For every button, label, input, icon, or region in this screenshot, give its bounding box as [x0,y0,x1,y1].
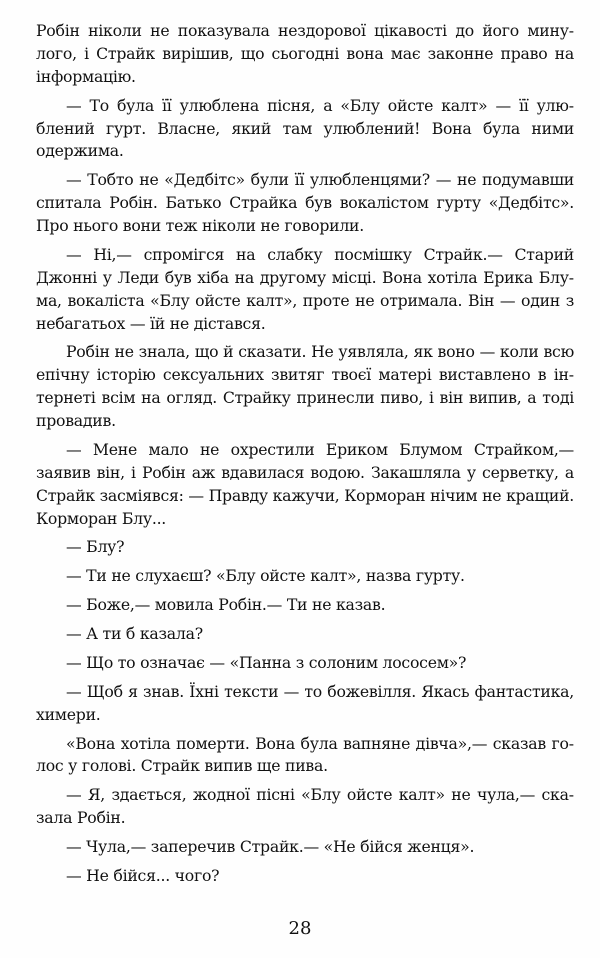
paragraph-16: — Не бійся... чого? [66,865,220,885]
paragraph-15: — Чула,— заперечив Страйк.— «Не бійся женця». [66,837,475,856]
paragraph-12: — Щоб я знав. Їхні тексти — то божевілля. Якась фантастика, химери. [36,681,574,724]
paragraph-6: — Мене мало не охрестили Ериком Блумом Страйком,— заявив він, і Робін аж вдавилася водою. Закашляла у серветку, а Страйк засміявся: — Правду кажучи, Корморан нічим не кращий. Корморан Блу... [36,439,575,528]
paragraph-3: — Тобто не «Дедбітс» були її улюбленцями? — не подумавши спитала Робін. Батько Страйка був вокалістом гурту «Дедбітс». Про нього вони теж ніколи не говорили. [36,170,574,235]
paragraph-2: — То була її улюблена пісня, а «Блу ойсте калт» — її улюблений гурт. Власне, який там улюблений! Вона була ними одержима. [36,95,574,161]
paragraph-9: — Боже,— мовила Робін.— Ти не казав. [66,595,386,615]
paragraph-1: Робін ніколи не показувала нездорової цікавості до його минулого, і Страйк вирішив, що сьогодні вона має законне право на інформацію. [36,21,574,86]
paragraph-7: — Блу? [66,537,125,557]
paragraph-5: Робін не знала, що й сказати. Не уявляла, як воно — коли всю епічну історію сексуальних звитяг твоєї матері виставлено в інтернеті всім на огляд. Страйку принесли пиво, і він випив, а тоді провадив. [36,342,574,430]
paragraph-13: «Вона хотіла померти. Вона була вапняне дівча»,— сказав голос у голові. Страйк випив ще пива. [36,733,574,776]
body-text [36,20,574,894]
paragraph-14: — Я, здається, жодної пісні «Блу ойсте калт» не чула,— сказала Робін. [36,785,574,828]
paragraph-8: — Ти не слухаєш? «Блу ойсте калт», назва гурту. [66,566,465,586]
paragraph-4: — Ні,— спромігся на слабку посмішку Страйк.— Старий Джонні у Леди був хіба на другому місці. Вона хотіла Ерика Блума, вокаліста «Блу ойсте калт», проте не отримала. Він — один з небагатьох — їй не дістався. [36,244,574,333]
paragraph-10: — А ти б казала? [66,624,203,643]
page-number: 28 [288,918,312,939]
paragraph-11: — Що то означає — «Панна з солоним лососем»? [66,652,467,672]
